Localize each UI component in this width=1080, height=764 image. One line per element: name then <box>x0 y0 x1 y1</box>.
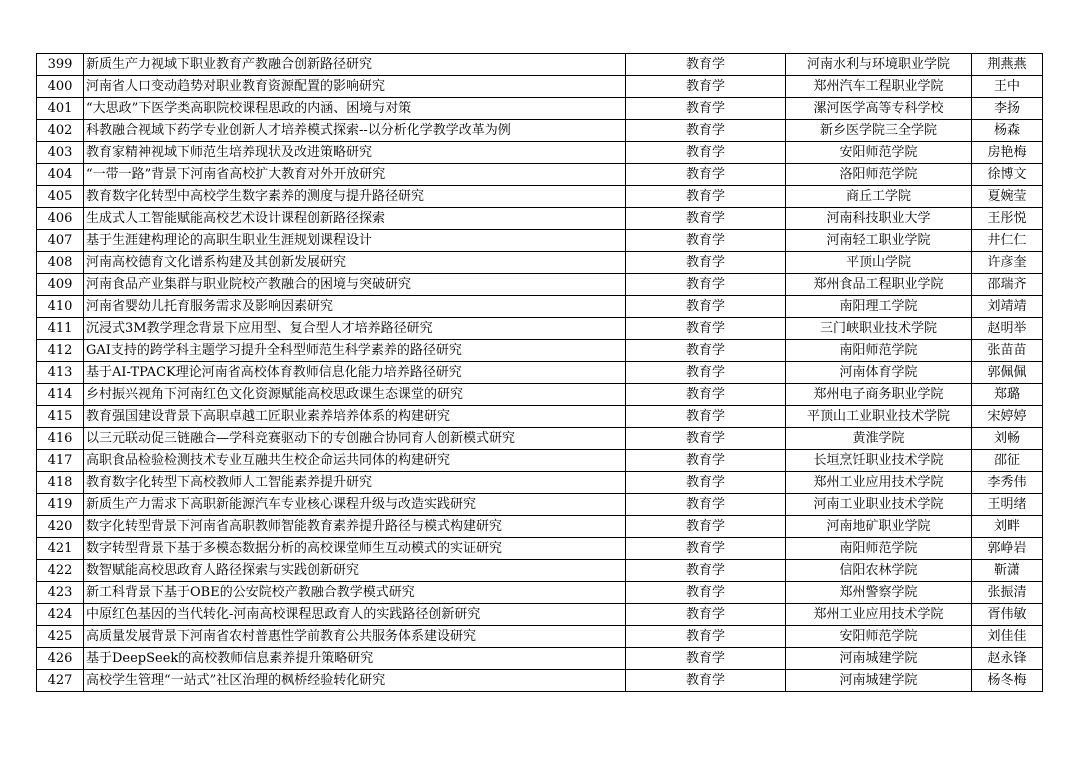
table-row <box>37 494 1043 516</box>
project-title: 数智赋能高校思政育人路径探索与实践创新研究 <box>84 560 626 582</box>
table-row <box>37 230 1043 252</box>
institution: 河南地矿职业学院 <box>786 516 972 538</box>
discipline-category: 教育学 <box>626 626 786 648</box>
project-title: 数字化转型背景下河南省高职教师智能教育素养提升路径与模式构建研究 <box>84 516 626 538</box>
table-row <box>37 604 1043 626</box>
table-row <box>37 626 1043 648</box>
project-title: 科教融合视域下药学专业创新人才培养模式探索--以分析化学教学改革为例 <box>84 120 626 142</box>
institution: 南阳师范学院 <box>786 340 972 362</box>
row-number: 410 <box>37 296 84 318</box>
project-title: 乡村振兴视角下河南红色文化资源赋能高校思政课生态课堂的研究 <box>84 384 626 406</box>
discipline-category: 教育学 <box>626 76 786 98</box>
discipline-category: 教育学 <box>626 54 786 76</box>
project-title: 教育家精神视域下师范生培养现状及改进策略研究 <box>84 142 626 164</box>
institution: 新乡医学院三全学院 <box>786 120 972 142</box>
project-title: “一带一路”背景下河南省高校扩大教育对外开放研究 <box>84 164 626 186</box>
principal-investigator: 王明绪 <box>972 494 1043 516</box>
institution: 郑州食品工程职业学院 <box>786 274 972 296</box>
project-title: 河南食品产业集群与职业院校产教融合的困境与突破研究 <box>84 274 626 296</box>
institution: 河南城建学院 <box>786 670 972 692</box>
row-number: 423 <box>37 582 84 604</box>
row-number: 422 <box>37 560 84 582</box>
institution: 南阳理工学院 <box>786 296 972 318</box>
table-row <box>37 362 1043 384</box>
principal-investigator: 赵永锋 <box>972 648 1043 670</box>
table-row <box>37 428 1043 450</box>
row-number: 406 <box>37 208 84 230</box>
institution: 长垣烹饪职业技术学院 <box>786 450 972 472</box>
discipline-category: 教育学 <box>626 670 786 692</box>
principal-investigator: 王彤悦 <box>972 208 1043 230</box>
discipline-category: 教育学 <box>626 296 786 318</box>
project-title: 新质生产力需求下高职新能源汽车专业核心课程升级与改造实践研究 <box>84 494 626 516</box>
row-number: 402 <box>37 120 84 142</box>
row-number: 426 <box>37 648 84 670</box>
row-number: 407 <box>37 230 84 252</box>
principal-investigator: 张振清 <box>972 582 1043 604</box>
institution: 河南工业职业技术学院 <box>786 494 972 516</box>
institution: 商丘工学院 <box>786 186 972 208</box>
discipline-category: 教育学 <box>626 274 786 296</box>
discipline-category: 教育学 <box>626 186 786 208</box>
discipline-category: 教育学 <box>626 252 786 274</box>
principal-investigator: 杨冬梅 <box>972 670 1043 692</box>
principal-investigator: 李秀伟 <box>972 472 1043 494</box>
principal-investigator: 徐博文 <box>972 164 1043 186</box>
table-row <box>37 208 1043 230</box>
table-row <box>37 186 1043 208</box>
table-row <box>37 98 1043 120</box>
principal-investigator: 刘畅 <box>972 428 1043 450</box>
row-number: 424 <box>37 604 84 626</box>
discipline-category: 教育学 <box>626 472 786 494</box>
discipline-category: 教育学 <box>626 318 786 340</box>
principal-investigator: 杨森 <box>972 120 1043 142</box>
principal-investigator: 邵瑞齐 <box>972 274 1043 296</box>
principal-investigator: 邵征 <box>972 450 1043 472</box>
institution: 安阳师范学院 <box>786 626 972 648</box>
row-number: 425 <box>37 626 84 648</box>
table-row <box>37 164 1043 186</box>
principal-investigator: 赵明举 <box>972 318 1043 340</box>
project-title: 教育数字化转型下高校教师人工智能素养提升研究 <box>84 472 626 494</box>
project-title: 高质量发展背景下河南省农村普惠性学前教育公共服务体系建设研究 <box>84 626 626 648</box>
row-number: 403 <box>37 142 84 164</box>
table-row <box>37 516 1043 538</box>
row-number: 409 <box>37 274 84 296</box>
table-row <box>37 450 1043 472</box>
principal-investigator: 李扬 <box>972 98 1043 120</box>
principal-investigator: 荆燕燕 <box>972 54 1043 76</box>
principal-investigator: 刘靖靖 <box>972 296 1043 318</box>
institution: 郑州电子商务职业学院 <box>786 384 972 406</box>
institution: 平顶山工业职业技术学院 <box>786 406 972 428</box>
discipline-category: 教育学 <box>626 582 786 604</box>
project-title: 基于DeepSeek的高校教师信息素养提升策略研究 <box>84 648 626 670</box>
institution: 黄淮学院 <box>786 428 972 450</box>
institution: 平顶山学院 <box>786 252 972 274</box>
project-title: 河南省婴幼儿托育服务需求及影响因素研究 <box>84 296 626 318</box>
principal-investigator: 胥伟敏 <box>972 604 1043 626</box>
discipline-category: 教育学 <box>626 428 786 450</box>
table-row <box>37 296 1043 318</box>
principal-investigator: 郭佩佩 <box>972 362 1043 384</box>
row-number: 427 <box>37 670 84 692</box>
row-number: 419 <box>37 494 84 516</box>
institution: 郑州工业应用技术学院 <box>786 604 972 626</box>
table-row <box>37 670 1043 692</box>
institution: 河南城建学院 <box>786 648 972 670</box>
row-number: 421 <box>37 538 84 560</box>
institution: 安阳师范学院 <box>786 142 972 164</box>
row-number: 414 <box>37 384 84 406</box>
institution: 信阳农林学院 <box>786 560 972 582</box>
institution: 河南体育学院 <box>786 362 972 384</box>
institution: 河南科技职业大学 <box>786 208 972 230</box>
principal-investigator: 张苗苗 <box>972 340 1043 362</box>
project-title: 基于生涯建构理论的高职生职业生涯规划课程设计 <box>84 230 626 252</box>
project-title: 基于AI-TPACK理论河南省高校体育教师信息化能力培养路径研究 <box>84 362 626 384</box>
project-title: 高职食品检验检测技术专业互融共生校企命运共同体的构建研究 <box>84 450 626 472</box>
institution: 郑州工业应用技术学院 <box>786 472 972 494</box>
row-number: 399 <box>37 54 84 76</box>
discipline-category: 教育学 <box>626 164 786 186</box>
table-row <box>37 76 1043 98</box>
discipline-category: 教育学 <box>626 340 786 362</box>
row-number: 420 <box>37 516 84 538</box>
table-row <box>37 406 1043 428</box>
project-title: 高校学生管理“一站式”社区治理的枫桥经验转化研究 <box>84 670 626 692</box>
discipline-category: 教育学 <box>626 230 786 252</box>
principal-investigator: 王中 <box>972 76 1043 98</box>
table-row <box>37 384 1043 406</box>
project-table <box>36 53 1043 692</box>
principal-investigator: 郭峥岩 <box>972 538 1043 560</box>
institution: 洛阳师范学院 <box>786 164 972 186</box>
institution: 郑州汽车工程职业学院 <box>786 76 972 98</box>
table-row <box>37 560 1043 582</box>
row-number: 417 <box>37 450 84 472</box>
table-row <box>37 142 1043 164</box>
institution: 河南水利与环境职业学院 <box>786 54 972 76</box>
table-row <box>37 472 1043 494</box>
project-title: 河南高校德育文化谱系构建及其创新发展研究 <box>84 252 626 274</box>
row-number: 408 <box>37 252 84 274</box>
project-title: 数字转型背景下基于多模态数据分析的高校课堂师生互动模式的实证研究 <box>84 538 626 560</box>
discipline-category: 教育学 <box>626 494 786 516</box>
table-row <box>37 252 1043 274</box>
project-table-body <box>37 54 1043 692</box>
row-number: 400 <box>37 76 84 98</box>
discipline-category: 教育学 <box>626 406 786 428</box>
discipline-category: 教育学 <box>626 516 786 538</box>
discipline-category: 教育学 <box>626 538 786 560</box>
institution: 河南轻工职业学院 <box>786 230 972 252</box>
table-row <box>37 582 1043 604</box>
discipline-category: 教育学 <box>626 142 786 164</box>
discipline-category: 教育学 <box>626 208 786 230</box>
project-title: 河南省人口变动趋势对职业教育资源配置的影响研究 <box>84 76 626 98</box>
discipline-category: 教育学 <box>626 120 786 142</box>
principal-investigator: 刘佳佳 <box>972 626 1043 648</box>
table-row <box>37 318 1043 340</box>
project-title: GAI支持的跨学科主题学习提升全科型师范生科学素养的路径研究 <box>84 340 626 362</box>
institution: 漯河医学高等专科学校 <box>786 98 972 120</box>
project-title: 以三元联动促三链融合—学科竞赛驱动下的专创融合协同育人创新模式研究 <box>84 428 626 450</box>
discipline-category: 教育学 <box>626 560 786 582</box>
row-number: 412 <box>37 340 84 362</box>
discipline-category: 教育学 <box>626 648 786 670</box>
principal-investigator: 房艳梅 <box>972 142 1043 164</box>
principal-investigator: 靳潇 <box>972 560 1043 582</box>
project-title: 新质生产力视域下职业教育产教融合创新路径研究 <box>84 54 626 76</box>
row-number: 411 <box>37 318 84 340</box>
principal-investigator: 刘畔 <box>972 516 1043 538</box>
project-title: 中原红色基因的当代转化-河南高校课程思政育人的实践路径创新研究 <box>84 604 626 626</box>
project-title: 沉浸式3M教学理念背景下应用型、复合型人才培养路径研究 <box>84 318 626 340</box>
institution: 郑州警察学院 <box>786 582 972 604</box>
project-title: 教育数字化转型中高校学生数字素养的测度与提升路径研究 <box>84 186 626 208</box>
project-title: 生成式人工智能赋能高校艺术设计课程创新路径探索 <box>84 208 626 230</box>
project-title: 新工科背景下基于OBE的公安院校产教融合教学模式研究 <box>84 582 626 604</box>
project-title: 教育强国建设背景下高职卓越工匠职业素养培养体系的构建研究 <box>84 406 626 428</box>
table-row <box>37 538 1043 560</box>
row-number: 415 <box>37 406 84 428</box>
principal-investigator: 郑璐 <box>972 384 1043 406</box>
table-row <box>37 120 1043 142</box>
institution: 三门峡职业技术学院 <box>786 318 972 340</box>
row-number: 416 <box>37 428 84 450</box>
institution: 南阳师范学院 <box>786 538 972 560</box>
row-number: 418 <box>37 472 84 494</box>
project-title: “大思政”下医学类高职院校课程思政的内涵、困境与对策 <box>84 98 626 120</box>
row-number: 404 <box>37 164 84 186</box>
discipline-category: 教育学 <box>626 362 786 384</box>
table-row <box>37 340 1043 362</box>
principal-investigator: 许彦奎 <box>972 252 1043 274</box>
row-number: 405 <box>37 186 84 208</box>
row-number: 413 <box>37 362 84 384</box>
table-row <box>37 274 1043 296</box>
discipline-category: 教育学 <box>626 604 786 626</box>
row-number: 401 <box>37 98 84 120</box>
principal-investigator: 宋婷婷 <box>972 406 1043 428</box>
principal-investigator: 井仁仁 <box>972 230 1043 252</box>
discipline-category: 教育学 <box>626 384 786 406</box>
discipline-category: 教育学 <box>626 98 786 120</box>
table-row <box>37 648 1043 670</box>
discipline-category: 教育学 <box>626 450 786 472</box>
principal-investigator: 夏婉莹 <box>972 186 1043 208</box>
table-row <box>37 54 1043 76</box>
